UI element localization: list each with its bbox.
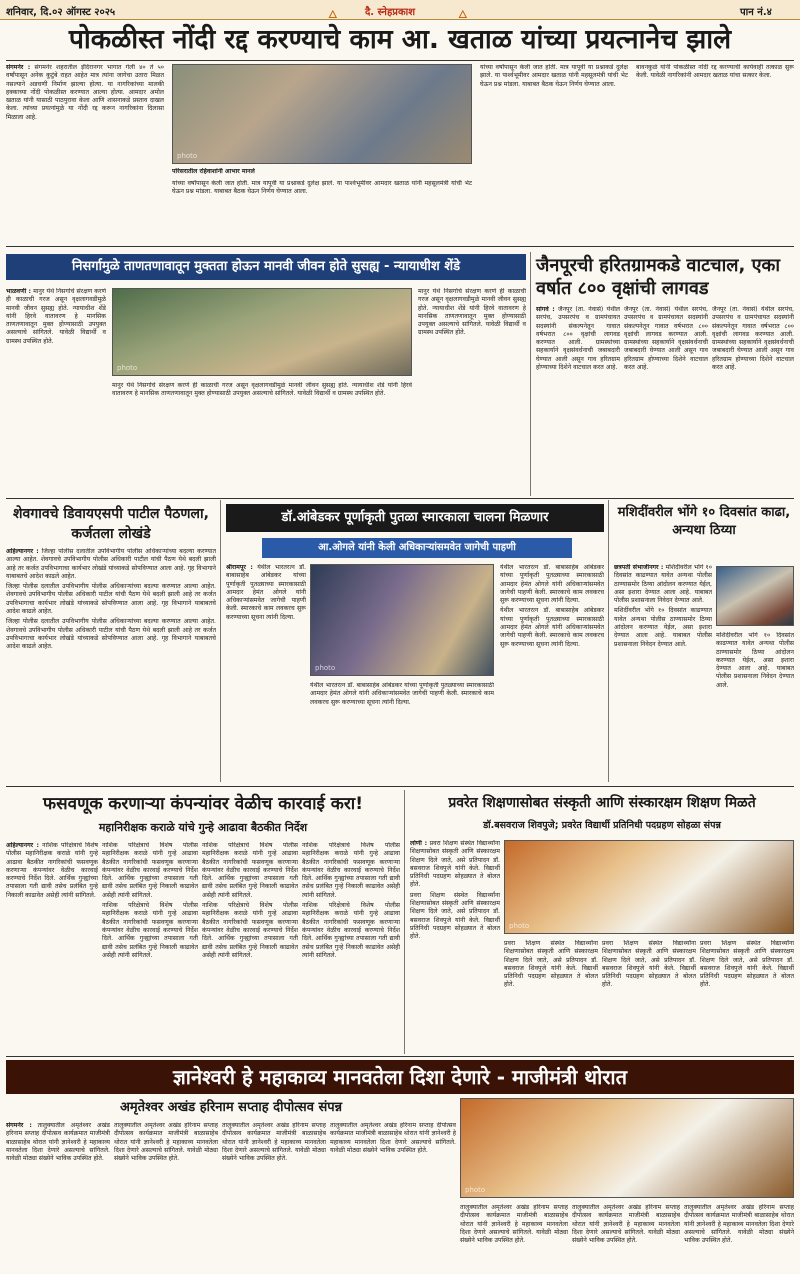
story1-photo: photo (172, 64, 472, 164)
story1-body-mid: यांच्या वर्षांपासून केली जात होती. मात्र यापूर्वी या प्रश्नाकडे दुर्लक्ष झाले. या पार्श्वभूमीवर आमदार खताळ यांनी महसूलमंत्री यांची भेट घेऊन प्रश्न मांडला. याबाबत बैठक घेऊन निर्णय घेण्यात आला. (172, 180, 472, 196)
divider (6, 1056, 794, 1057)
story1-body-right: यांच्या वर्षांपासून केली जात होती. मात्र यापूर्वी या प्रश्नाकडे दुर्लक्ष झाले. या पार्श्वभूमीवर आमदार खताळ यांनी महसूलमंत्री यांची भेट घेऊन प्रश्न मांडला. याबाबत बैठक घेऊन निर्णय घेण्यात आला. (480, 64, 628, 88)
story7-dateline: अहिल्यानगर : (6, 842, 39, 849)
story7-body-4: नाशिक परिक्षेत्राचे विशेष पोलीस महानिरीक्षक कराळे यांनी गुन्हे आढावा बैठकीत नागरिकांची फसवणूक करणाऱ्या कंपन्यांवर वेळीच कारवाई करण्याचे निर्देश दिले. आर्थिक गुन्ह्यांच्या तपासाला गती द्यावी तसेच प्रलंबित गुन्हे निकाली काढावेत असेही त्यांनी सांगितले. नाशिक परिक्षेत्राचे विशेष पोलीस महानिरीक्षक कराळे यांनी गुन्हे आढावा बैठकीत नागरिकांची फसवणूक करणाऱ्या कंपन्यांवर वेळीच कारवाई करण्याचे निर्देश दिले. आर्थिक गुन्ह्यांच्या तपासाला गती द्यावी तसेच प्रलंबित गुन्हे निकाली काढावेत असेही त्यांनी सांगितले. (302, 842, 400, 959)
story1-body-left: संगमनेर : संगमनेर शहरातील इंदिरानगर भागात गेली ४० ते ५० वर्षांपासून अनेक कुटुंबे राहत आहेत मात्र त्यांना जागेचा उतारा मिळत नसल्याने अडचणी निर्माण झाल्या होत्या. या नागरिकांच्या मालकी हक्काच्या नोंदी पोकळीस्त करण्यात आल्या होत्या. आमदार अमोल खताळ यांनी यासाठी पाठपुरावा केला आणि शासनाकडे प्रस्ताव दाखल केला. त्यांच्या प्रयत्नांमुळे या नोंदी रद्द करून नागरिकांना दिलासा मिळाला आहे. (6, 64, 164, 121)
divider (220, 500, 221, 782)
divider (404, 790, 405, 1054)
masthead-page: पान नं.४ (740, 7, 772, 18)
story8-photo: photo (504, 840, 794, 934)
story8-headline: प्रवरेत शिक्षणासोबत संस्कृती आणि संस्कारक्षम शिक्षण मिळते (448, 795, 756, 811)
divider (6, 60, 794, 61)
flame-icon: 🜂 (458, 8, 468, 21)
story6-dateline: छत्रपती संभाजीनगर : (614, 564, 664, 571)
story2-headline: निसर्गामुळे ताणतणावातून मुक्तता होऊन मानवी जीवन होते सुसह्य - न्यायाधीश शेंडे (6, 254, 526, 280)
flame-icon: 🜂 (328, 8, 338, 21)
story2-body-3: मानुर येथे निसर्गाचे संरक्षण करणे ही काळाची गरज असून वृक्षलागवडीमुळे मानवी जीवन सुसह्य होते. न्यायाधीश शेंडे यांनी हिरवे वातावरण हे मानसिक ताणतणावातून मुक्त होण्यासाठी उपयुक्त असल्याचे सांगितले. यावेळी विद्यार्थी व ग्रामस्थ उपस्थित होते. (418, 288, 526, 337)
story9-body-5: तालुक्यातील अमृतेश्वर अखंड हरिनाम सप्ताह दीपोत्सव कार्यक्रमात माजीमंत्री बाळासाहेब थोरात यांनी ज्ञानेश्वरी हे महाकाव्य मानवतेला दिशा देणारे असल्याचे सांगितले. यावेळी मोठ्या संख्येने भाविक उपस्थित होते. (460, 1204, 568, 1245)
story2-dateline: भाळवणी : (6, 288, 31, 295)
story6-body-2: मशिदींवरील भोंगे १० दिवसांत काढण्यात यावेत अन्यथा पोलीस ठाण्यासमोर ठिय्या आंदोलन करण्यात येईल, असा इशारा देण्यात आला आहे. याबाबत पोलीस प्रशासनाला निवेदन देण्यात आले. (716, 632, 794, 689)
story1-dateline: संगमनेर : (6, 64, 31, 71)
divider (6, 246, 794, 247)
story2-body-2: मानुर येथे निसर्गाचे संरक्षण करणे ही काळाची गरज असून वृक्षलागवडीमुळे मानवी जीवन सुसह्य होते. न्यायाधीश शेंडे यांनी हिरवे वातावरण हे मानसिक ताणतणावातून मुक्त होण्यासाठी उपयुक्त असल्याचे सांगितले. यावेळी विद्यार्थी व ग्रामस्थ उपस्थित होते. (112, 382, 412, 398)
divider (6, 498, 794, 499)
masthead (0, 0, 800, 20)
story1-headline: पोकळीस्त नोंदी रद्द करण्याचे काम आ. खताळ यांच्या प्रयत्नानेच झाले (68, 24, 732, 55)
story9-body-3: तालुक्यातील अमृतेश्वर अखंड हरिनाम सप्ताह दीपोत्सव कार्यक्रमात माजीमंत्री बाळासाहेब थोरात यांनी ज्ञानेश्वरी हे महाकाव्य मानवतेला दिशा देणारे असल्याचे सांगितले. यावेळी मोठ्या संख्येने भाविक उपस्थित होते. (222, 1122, 326, 1163)
masthead-date: शनिवार, दि.०२ ऑगस्ट २०२५ (6, 7, 116, 18)
story3-body-2: जैनपूर (ता. नेवासे) येथील सरपंच, उपसरपंच व ग्रामपंचायत सदस्यांनी संकल्पनेतून गावात वर्षभरात ८०० वृक्षांची लागवड करण्यात आली. ग्रामस्थांच्या सहकार्याने वृक्षसंवर्धनाची जबाबदारी घेण्यात आली असून गाव हरितग्राम होण्याच्या दिशेने वाटचाल करत आहे. (624, 306, 708, 372)
story3-body: सांगवे : जैनपूर (ता. नेवासे) येथील सरपंच, उपसरपंच व ग्रामपंचायत सदस्यांनी संकल्पनेतून गावात वर्षभरात ८०० वृक्षांची लागवड करण्यात आली. ग्रामस्थांच्या सहकार्याने वृक्षसंवर्धनाची जबाबदारी घेण्यात आली असून गाव हरितग्राम होण्याच्या दिशेने वाटचाल करत आहे. (536, 306, 620, 372)
divider (6, 786, 794, 787)
story8-subhead: डॉ.बसवराज शिवपुजे; प्रवरेत विद्यार्थी प्रतिनिधी पदग्रहण सोहळा संपन्न (483, 820, 721, 831)
story4-headline: शेवगावचे डिवायएसपी पाटील पैठणला, कर्जतला लोखंडे (13, 506, 209, 542)
story1-body-far-right: बावनकुळे यांनी पोकळीस्त नोंदी रद्द करण्याची कार्यवाही तत्काळ सुरू केली. यावेळी नागरिकांनी आमदार खताळ यांचा सत्कार केला. (636, 64, 794, 80)
story8-body-4: प्रवरा शिक्षण संस्थेत विद्यार्थ्यांना शिक्षणासोबत संस्कृती आणि संस्कारक्षम शिक्षण दिले जाते, असे प्रतिपादन डॉ. बसवराज शिवपुजे यांनी केले. विद्यार्थी प्रतिनिधी पदग्रहण सोहळ्यात ते बोलत होते. (700, 940, 794, 989)
story7-subhead: महानिरीक्षक कराळे यांचे गुन्हे आढावा बैठकीत निर्देश (98, 821, 308, 834)
story9-body-6: तालुक्यातील अमृतेश्वर अखंड हरिनाम सप्ताह दीपोत्सव कार्यक्रमात माजीमंत्री बाळासाहेब थोरात यांनी ज्ञानेश्वरी हे महाकाव्य मानवतेला दिशा देणारे असल्याचे सांगितले. यावेळी मोठ्या संख्येने भाविक उपस्थित होते. (572, 1204, 680, 1245)
story6-body: छत्रपती संभाजीनगर : मशिदींवरील भोंगे १० दिवसांत काढण्यात यावेत अन्यथा पोलीस ठाण्यासमोर ठिय्या आंदोलन करण्यात येईल, असा इशारा देण्यात आला आहे. याबाबत पोलीस प्रशासनाला निवेदन देण्यात आले. मशिदींवरील भोंगे १० दिवसांत काढण्यात यावेत अन्यथा पोलीस ठाण्यासमोर ठिय्या आंदोलन करण्यात येईल, असा इशारा देण्यात आला आहे. याबाबत पोलीस प्रशासनाला निवेदन देण्यात आले. (614, 564, 712, 648)
story5-photo: photo (310, 564, 494, 676)
story2-photo: photo (112, 288, 412, 376)
story6-headline: मशिदींवरील भोंगे १० दिवसांत काढा, अन्यथा ठिय्या (617, 505, 791, 538)
story3-dateline: सांगवे : (536, 306, 555, 313)
story2-body: भाळवणी : मानुर येथे निसर्गाचे संरक्षण करणे ही काळाची गरज असून वृक्षलागवडीमुळे मानवी जीवन सुसह्य होते. न्यायाधीश शेंडे यांनी हिरवे वातावरण हे मानसिक ताणतणावातून मुक्त होण्यासाठी उपयुक्त असल्याचे सांगितले. यावेळी विद्यार्थी व ग्रामस्थ उपस्थित होते. (6, 288, 106, 345)
story9-body: संगमनेर : तालुक्यातील अमृतेश्वर अखंड हरिनाम सप्ताह दीपोत्सव कार्यक्रमात माजीमंत्री बाळासाहेब थोरात यांनी ज्ञानेश्वरी हे महाकाव्य मानवतेला दिशा देणारे असल्याचे सांगितले. यावेळी मोठ्या संख्येने भाविक उपस्थित होते. (6, 1122, 110, 1163)
story9-headline: ज्ञानेश्वरी हे महाकाव्य मानवतेला दिशा देणारे - माजीमंत्री थोरात (6, 1060, 794, 1094)
story8-body-2: प्रवरा शिक्षण संस्थेत विद्यार्थ्यांना शिक्षणासोबत संस्कृती आणि संस्कारक्षम शिक्षण दिले जाते, असे प्रतिपादन डॉ. बसवराज शिवपुजे यांनी केले. विद्यार्थी प्रतिनिधी पदग्रहण सोहळ्यात ते बोलत होते. (504, 940, 598, 989)
story9-body-2: तालुक्यातील अमृतेश्वर अखंड हरिनाम सप्ताह दीपोत्सव कार्यक्रमात माजीमंत्री बाळासाहेब थोरात यांनी ज्ञानेश्वरी हे महाकाव्य मानवतेला दिशा देणारे असल्याचे सांगितले. यावेळी मोठ्या संख्येने भाविक उपस्थित होते. (114, 1122, 218, 1163)
story4-body: अहिल्यानगर : जिल्हा पोलीस दलातील उपविभागीय पोलीस अधिकाऱ्यांच्या बदल्या करण्यात आल्या आहेत. शेवगावचे उपविभागीय पोलीस अधिकारी पाटील यांची पैठण येथे बदली झाली आहे तर कर्जत उपविभागाचा कार्यभार लोखंडे यांच्याकडे सोपविण्यात आला आहे. गृह विभागाने याबाबतचे आदेश काढले आहेत. जिल्हा पोलीस दलातील उपविभागीय पोलीस अधिकाऱ्यांच्या बदल्या करण्यात आल्या आहेत. शेवगावचे उपविभागीय पोलीस अधिकारी पाटील यांची पैठण येथे बदली झाली आहे तर कर्जत उपविभागाचा कार्यभार लोखंडे यांच्याकडे सोपविण्यात आला आहे. गृह विभागाने याबाबतचे आदेश काढले आहेत. जिल्हा पोलीस दलातील उपविभागीय पोलीस अधिकाऱ्यांच्या बदल्या करण्यात आल्या आहेत. शेवगावचे उपविभागीय पोलीस अधिकारी पाटील यांची पैठण येथे बदली झाली आहे तर कर्जत उपविभागाचा कार्यभार लोखंडे यांच्याकडे सोपविण्यात आला आहे. गृह विभागाने याबाबतचे आदेश काढले आहेत. (6, 548, 216, 651)
story4-dateline: अहिल्यानगर : (6, 548, 39, 555)
story9-photo: photo (460, 1098, 794, 1198)
story3-headline: जैनपूरची हरितग्रामकडे वाटचाल, एका वर्षात ८०० वृक्षांची लागवड (536, 255, 781, 299)
story5-body: श्रीरामपूर : येथील भारतरत्न डॉ. बाबासाहेब आंबेडकर यांच्या पूर्णाकृती पुतळ्याच्या स्मारकासाठी आमदार हेमंत ओगले यांनी अधिकाऱ्यांसमवेत जागेची पाहणी केली. स्मारकाचे काम लवकरच सुरू करण्याच्या सूचना त्यांनी दिल्या. (226, 564, 306, 621)
story5-body-2: येथील भारतरत्न डॉ. बाबासाहेब आंबेडकर यांच्या पूर्णाकृती पुतळ्याच्या स्मारकासाठी आमदार हेमंत ओगले यांनी अधिकाऱ्यांसमवेत जागेची पाहणी केली. स्मारकाचे काम लवकरच सुरू करण्याच्या सूचना त्यांनी दिल्या. (310, 682, 494, 706)
story7-body-2: नाशिक परिक्षेत्राचे विशेष पोलीस महानिरीक्षक कराळे यांनी गुन्हे आढावा बैठकीत नागरिकांची फसवणूक करणाऱ्या कंपन्यांवर वेळीच कारवाई करण्याचे निर्देश दिले. आर्थिक गुन्ह्यांच्या तपासाला गती द्यावी तसेच प्रलंबित गुन्हे निकाली काढावेत असेही त्यांनी सांगितले. नाशिक परिक्षेत्राचे विशेष पोलीस महानिरीक्षक कराळे यांनी गुन्हे आढावा बैठकीत नागरिकांची फसवणूक करणाऱ्या कंपन्यांवर वेळीच कारवाई करण्याचे निर्देश दिले. आर्थिक गुन्ह्यांच्या तपासाला गती द्यावी तसेच प्रलंबित गुन्हे निकाली काढावेत असेही त्यांनी सांगितले. (102, 842, 198, 959)
divider (530, 252, 531, 496)
story3-body-3: जैनपूर (ता. नेवासे) येथील सरपंच, उपसरपंच व ग्रामपंचायत सदस्यांनी संकल्पनेतून गावात वर्षभरात ८०० वृक्षांची लागवड करण्यात आली. ग्रामस्थांच्या सहकार्याने वृक्षसंवर्धनाची जबाबदारी घेण्यात आली असून गाव हरितग्राम होण्याच्या दिशेने वाटचाल करत आहे. (712, 306, 794, 372)
story5-subhead: आ.ओगले यांनी केली अधिकाऱ्यांसमवेत जागेची पाहणी (262, 538, 572, 558)
story9-body-4: तालुक्यातील अमृतेश्वर अखंड हरिनाम सप्ताह दीपोत्सव कार्यक्रमात माजीमंत्री बाळासाहेब थोरात यांनी ज्ञानेश्वरी हे महाकाव्य मानवतेला दिशा देणारे असल्याचे सांगितले. यावेळी मोठ्या संख्येने भाविक उपस्थित होते. (330, 1122, 456, 1154)
story9-body-7: तालुक्यातील अमृतेश्वर अखंड हरिनाम सप्ताह दीपोत्सव कार्यक्रमात माजीमंत्री बाळासाहेब थोरात यांनी ज्ञानेश्वरी हे महाकाव्य मानवतेला दिशा देणारे असल्याचे सांगितले. यावेळी मोठ्या संख्येने भाविक उपस्थित होते. (684, 1204, 794, 1245)
story7-body-3: नाशिक परिक्षेत्राचे विशेष पोलीस महानिरीक्षक कराळे यांनी गुन्हे आढावा बैठकीत नागरिकांची फसवणूक करणाऱ्या कंपन्यांवर वेळीच कारवाई करण्याचे निर्देश दिले. आर्थिक गुन्ह्यांच्या तपासाला गती द्यावी तसेच प्रलंबित गुन्हे निकाली काढावेत असेही त्यांनी सांगितले. नाशिक परिक्षेत्राचे विशेष पोलीस महानिरीक्षक कराळे यांनी गुन्हे आढावा बैठकीत नागरिकांची फसवणूक करणाऱ्या कंपन्यांवर वेळीच कारवाई करण्याचे निर्देश दिले. आर्थिक गुन्ह्यांच्या तपासाला गती द्यावी तसेच प्रलंबित गुन्हे निकाली काढावेत असेही त्यांनी सांगितले. (202, 842, 298, 959)
story8-body-3: प्रवरा शिक्षण संस्थेत विद्यार्थ्यांना शिक्षणासोबत संस्कृती आणि संस्कारक्षम शिक्षण दिले जाते, असे प्रतिपादन डॉ. बसवराज शिवपुजे यांनी केले. विद्यार्थी प्रतिनिधी पदग्रहण सोहळ्यात ते बोलत होते. (602, 940, 696, 989)
story5-headline: डॉ.आंबेडकर पूर्णाकृती पुतळा स्मारकाला चालना मिळणार (226, 504, 604, 532)
story9-dateline: संगमनेर : (6, 1122, 32, 1129)
story5-dateline: श्रीरामपूर : (226, 564, 253, 571)
story6-portrait (716, 566, 794, 626)
story7-body: अहिल्यानगर : नाशिक परिक्षेत्राचे विशेष पोलीस महानिरीक्षक कराळे यांनी गुन्हे आढावा बैठकीत नागरिकांची फसवणूक करणाऱ्या कंपन्यांवर वेळीच कारवाई करण्याचे निर्देश दिले. आर्थिक गुन्ह्यांच्या तपासाला गती द्यावी तसेच प्रलंबित गुन्हे निकाली काढावेत असेही त्यांनी सांगितले. (6, 842, 98, 899)
story8-body: लोणी : प्रवरा शिक्षण संस्थेत विद्यार्थ्यांना शिक्षणासोबत संस्कृती आणि संस्कारक्षम शिक्षण दिले जाते, असे प्रतिपादन डॉ. बसवराज शिवपुजे यांनी केले. विद्यार्थी प्रतिनिधी पदग्रहण सोहळ्यात ते बोलत होते. प्रवरा शिक्षण संस्थेत विद्यार्थ्यांना शिक्षणासोबत संस्कृती आणि संस्कारक्षम शिक्षण दिले जाते, असे प्रतिपादन डॉ. बसवराज शिवपुजे यांनी केले. विद्यार्थी प्रतिनिधी पदग्रहण सोहळ्यात ते बोलत होते. (410, 840, 500, 941)
story1-caption: परिसरातील रहिवाशांनी आभार मानले (172, 168, 255, 175)
divider (608, 500, 609, 782)
story9-subhead: अमृतेश्वर अखंड हरिनाम सप्ताह दीपोत्सव संपन्न (119, 1100, 343, 1115)
story8-dateline: लोणी : (410, 840, 428, 847)
story7-headline: फसवणूक करणाऱ्या कंपन्यांवर वेळीच कारवाई करा! (43, 794, 363, 814)
masthead-paper: दै. स्नेहप्रकाश (365, 7, 416, 18)
story5-body-3: येथील भारतरत्न डॉ. बाबासाहेब आंबेडकर यांच्या पूर्णाकृती पुतळ्याच्या स्मारकासाठी आमदार हेमंत ओगले यांनी अधिकाऱ्यांसमवेत जागेची पाहणी केली. स्मारकाचे काम लवकरच सुरू करण्याच्या सूचना त्यांनी दिल्या. येथील भारतरत्न डॉ. बाबासाहेब आंबेडकर यांच्या पूर्णाकृती पुतळ्याच्या स्मारकासाठी आमदार हेमंत ओगले यांनी अधिकाऱ्यांसमवेत जागेची पाहणी केली. स्मारकाचे काम लवकरच सुरू करण्याच्या सूचना त्यांनी दिल्या. (500, 564, 604, 648)
